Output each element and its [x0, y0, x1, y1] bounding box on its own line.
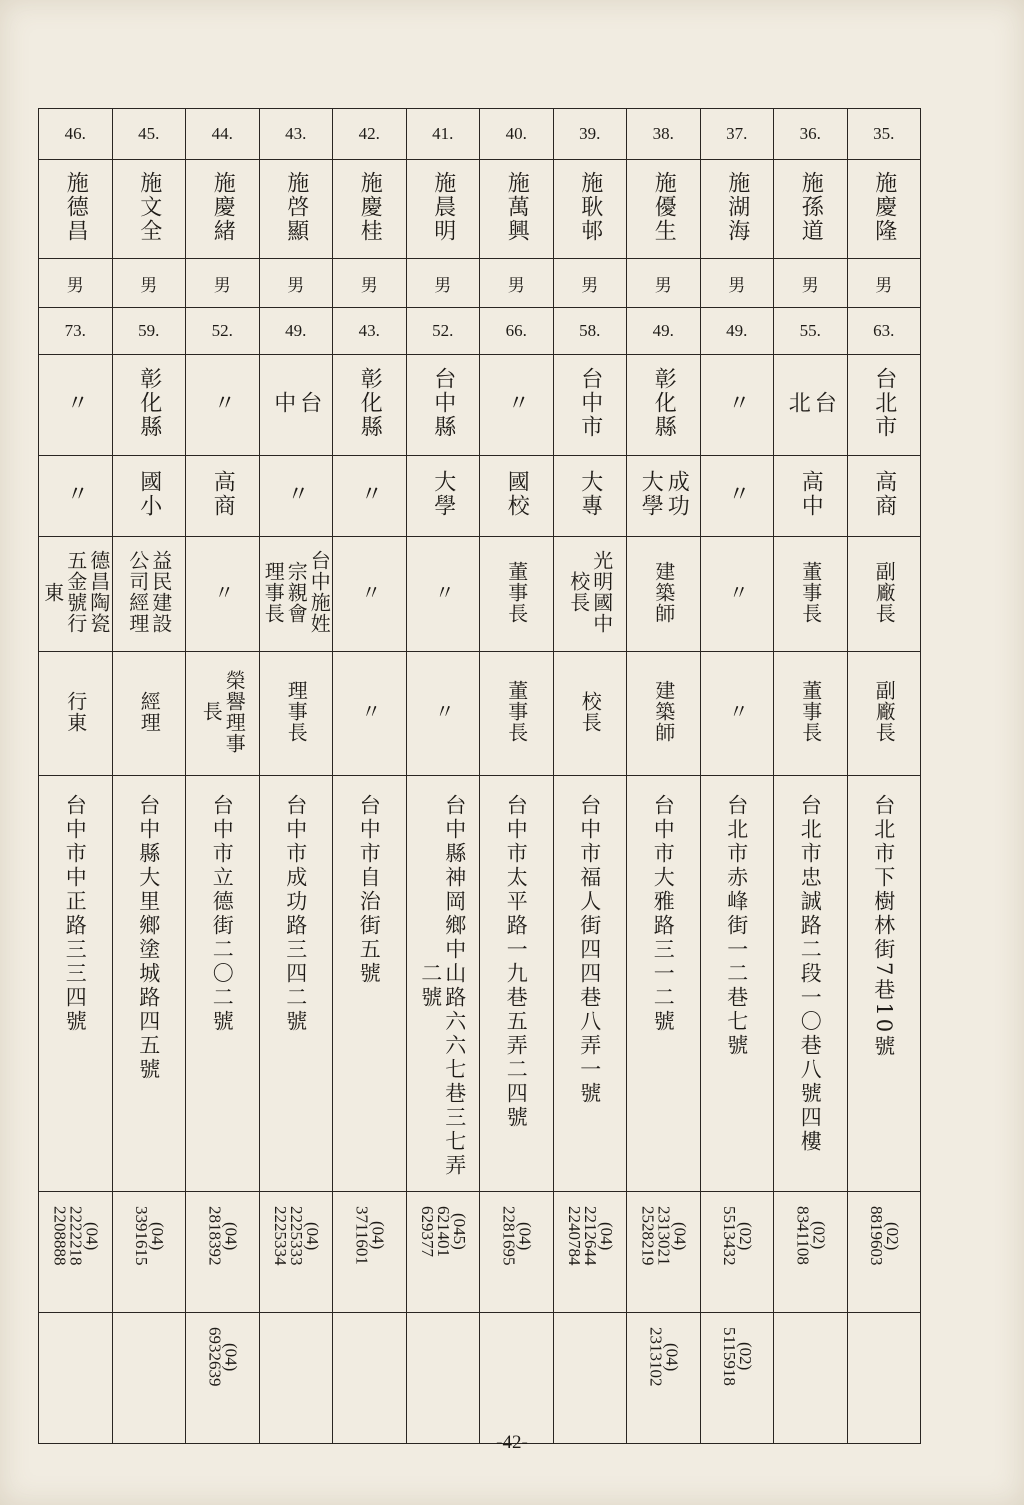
entry-phone: (04) 2281695 — [499, 1206, 535, 1266]
entry-education: 國小 — [136, 470, 162, 518]
table-cell — [627, 652, 701, 776]
entry-sex: 男 — [66, 275, 84, 295]
entry-position: 董事長 — [798, 680, 823, 743]
table-cell — [333, 456, 407, 537]
entry-position: 〃 — [357, 701, 382, 722]
table-cell — [480, 652, 554, 776]
entry-name: 施耿邨 — [577, 171, 603, 243]
entry-address: 台中市大雅路三一二號 — [651, 794, 676, 1034]
entry-age: 52. — [432, 321, 454, 340]
entry-native: 台 北 — [785, 391, 837, 415]
entry-phone: (04) 2818392 — [205, 1206, 241, 1266]
entry-education: 高中 — [798, 470, 824, 518]
entry-age: 52. — [211, 321, 233, 340]
entry-phone-alt: (02) 5115918 — [719, 1327, 755, 1386]
entry-address: 台中市成功路三四二號 — [283, 794, 308, 1034]
page-number: -42- — [496, 1432, 528, 1453]
entry-name: 施慶桂 — [357, 171, 383, 243]
entry-native: 〃 — [210, 391, 236, 415]
table-cell — [774, 109, 848, 160]
entry-experience: 董事長 — [798, 560, 823, 624]
entry-name: 施德昌 — [63, 171, 89, 243]
table-cell — [774, 355, 848, 456]
entry-sex: 男 — [287, 275, 305, 295]
entry-phone: (02) 8341108 — [793, 1206, 829, 1265]
table-cell — [112, 109, 186, 160]
entry-education: 〃 — [283, 482, 309, 506]
entry-age: 59. — [138, 321, 160, 340]
entry-education: 〃 — [63, 482, 89, 506]
table-cell — [627, 160, 701, 259]
table-cell — [112, 308, 186, 355]
table-cell — [847, 308, 921, 355]
entry-native: 彰化縣 — [136, 367, 162, 439]
table-cell — [39, 776, 113, 1192]
entry-sex: 男 — [654, 275, 672, 295]
entry-phone: (02) 8819603 — [866, 1206, 902, 1266]
table-cell — [553, 537, 627, 652]
entry-number: 39. — [579, 124, 601, 143]
table-cell — [700, 537, 774, 652]
table-cell — [847, 537, 921, 652]
table-cell — [700, 776, 774, 1192]
entry-native-row — [39, 355, 921, 456]
entry-phone: (04) 3391615 — [131, 1206, 167, 1266]
entry-experience: 〃 — [431, 581, 456, 603]
table-cell — [774, 1313, 848, 1444]
table-cell — [406, 456, 480, 537]
entry-age: 73. — [64, 321, 86, 340]
table-cell — [186, 456, 260, 537]
entry-number: 40. — [505, 124, 527, 143]
table-cell — [480, 776, 554, 1192]
entry-sex: 男 — [434, 275, 452, 295]
table-cell — [700, 355, 774, 456]
entry-address: 台中縣大里鄉塗城路四五號 — [136, 794, 161, 1082]
table-cell — [259, 308, 333, 355]
entry-education: 成功 大學 — [638, 470, 690, 518]
entry-phone: (04) 2212644 2240784 — [564, 1206, 616, 1266]
table-cell — [847, 652, 921, 776]
table-cell — [480, 109, 554, 160]
entry-age: 49. — [285, 321, 307, 340]
table-cell — [186, 259, 260, 308]
table-cell — [186, 355, 260, 456]
entry-age: 49. — [652, 321, 674, 340]
table-cell — [553, 259, 627, 308]
table-cell — [333, 652, 407, 776]
table-cell — [553, 355, 627, 456]
entry-sex: 男 — [213, 275, 231, 295]
entry-sex: 男 — [360, 275, 378, 295]
entry-number: 44. — [211, 124, 233, 143]
table-cell — [186, 776, 260, 1192]
table-cell — [774, 1192, 848, 1313]
table-cell — [112, 652, 186, 776]
entry-experience: 副廠長 — [872, 560, 897, 624]
entry-phone: (04) 2313021 2528219 — [638, 1206, 690, 1266]
entry-name: 施湖海 — [724, 171, 750, 243]
table-cell — [259, 537, 333, 652]
entry-native: 台北市 — [871, 367, 897, 439]
table-cell — [700, 109, 774, 160]
table-cell — [112, 537, 186, 652]
table-cell — [406, 1192, 480, 1313]
entry-phone: (02) 5513432 — [719, 1206, 755, 1266]
table-cell — [333, 160, 407, 259]
table-cell — [627, 109, 701, 160]
table-cell — [627, 259, 701, 308]
entry-address: 台北市忠誠路二段一〇巷八號四樓 — [798, 794, 823, 1154]
table-cell — [774, 456, 848, 537]
entry-name: 施慶隆 — [871, 171, 897, 243]
entry-position: 副廠長 — [872, 680, 897, 743]
table-cell — [847, 1313, 921, 1444]
entry-age: 49. — [726, 321, 748, 340]
table-cell — [480, 308, 554, 355]
table-cell — [553, 1192, 627, 1313]
table-cell — [186, 109, 260, 160]
entry-experience: 建築師 — [651, 560, 676, 624]
entry-position: 〃 — [431, 701, 456, 722]
entry-name: 施萬興 — [504, 171, 530, 243]
table-cell — [480, 160, 554, 259]
table-cell — [847, 776, 921, 1192]
table-cell — [39, 1313, 113, 1444]
table-cell — [39, 456, 113, 537]
entry-name-row — [39, 160, 921, 259]
table-cell — [406, 160, 480, 259]
entry-position-row — [39, 652, 921, 776]
entry-name: 施文全 — [136, 171, 162, 243]
table-cell — [186, 308, 260, 355]
entry-address: 台中市福人街四四巷八弄一號 — [577, 794, 602, 1106]
table-cell — [627, 537, 701, 652]
table-cell — [847, 1192, 921, 1313]
table-cell — [39, 160, 113, 259]
entry-sex-row — [39, 259, 921, 308]
entry-phone: (045) 621401 629377 — [417, 1206, 469, 1257]
table-cell — [553, 308, 627, 355]
entry-phone-row — [39, 1192, 921, 1313]
entry-number-row — [39, 109, 921, 160]
table-cell — [700, 259, 774, 308]
table-cell — [112, 259, 186, 308]
table-cell — [627, 776, 701, 1192]
table-cell — [406, 537, 480, 652]
entry-address: 台中市中正路三三四號 — [63, 794, 88, 1034]
table-cell — [553, 1313, 627, 1444]
table-cell — [406, 776, 480, 1192]
entry-sex: 男 — [581, 275, 599, 295]
table-cell — [700, 308, 774, 355]
entry-experience: 〃 — [210, 581, 235, 603]
table-cell — [480, 537, 554, 652]
table-cell — [112, 355, 186, 456]
entry-age: 55. — [799, 321, 821, 340]
entry-number: 45. — [138, 124, 160, 143]
entry-education: 國校 — [504, 470, 530, 518]
table-cell — [627, 1192, 701, 1313]
entry-number: 42. — [358, 124, 380, 143]
table-cell — [700, 1313, 774, 1444]
entry-native: 台 中 — [270, 391, 322, 415]
entry-native: 台中縣 — [430, 367, 456, 439]
table-cell — [406, 109, 480, 160]
entry-position: 榮譽理事 長 — [199, 669, 247, 754]
entry-number: 46. — [64, 124, 86, 143]
table-cell — [259, 1313, 333, 1444]
entry-phone: (04) 2225333 2225334 — [270, 1206, 322, 1266]
entry-sex: 男 — [801, 275, 819, 295]
entry-phone-alt-row — [39, 1313, 921, 1444]
table-cell — [627, 308, 701, 355]
entry-name: 施啓顯 — [283, 171, 309, 243]
entry-sex: 男 — [875, 275, 893, 295]
table-cell — [39, 308, 113, 355]
table-cell — [186, 160, 260, 259]
table-cell — [259, 652, 333, 776]
entry-native: 〃 — [63, 391, 89, 415]
table-cell — [39, 652, 113, 776]
table-cell — [259, 456, 333, 537]
entry-address: 台中市太平路一九巷五弄二四號 — [504, 794, 529, 1130]
table-cell — [847, 355, 921, 456]
entry-position: 經理 — [137, 690, 162, 733]
table-cell — [112, 1313, 186, 1444]
table-cell — [333, 308, 407, 355]
table-cell — [406, 308, 480, 355]
table-cell — [112, 1192, 186, 1313]
entry-age: 58. — [579, 321, 601, 340]
table-cell — [186, 537, 260, 652]
table-cell — [39, 109, 113, 160]
table-cell — [406, 355, 480, 456]
table-cell — [406, 652, 480, 776]
entry-experience: 董事長 — [504, 560, 529, 624]
entry-native: 彰化縣 — [651, 367, 677, 439]
table-cell — [480, 1313, 554, 1444]
table-cell — [553, 456, 627, 537]
entry-age-row — [39, 308, 921, 355]
table-cell — [774, 160, 848, 259]
entry-address: 台中縣神岡鄉中山路六六七巷三七弄 二號 — [418, 794, 467, 1178]
table-cell — [553, 776, 627, 1192]
table-cell — [333, 537, 407, 652]
entry-phone-alt: (04) 6932639 — [205, 1327, 241, 1387]
table-cell — [39, 355, 113, 456]
entry-experience: 台中施姓 宗親會 理事長 — [261, 550, 332, 634]
entry-age: 63. — [873, 321, 895, 340]
entry-education: 〃 — [357, 482, 383, 506]
entry-native: 〃 — [724, 391, 750, 415]
entry-experience: 〃 — [725, 581, 750, 603]
entry-native: 〃 — [504, 391, 530, 415]
table-cell — [112, 160, 186, 259]
entry-address: 台北市赤峰街一二巷七號 — [724, 794, 749, 1058]
entry-education: 高商 — [871, 470, 897, 518]
entry-position: 董事長 — [504, 680, 529, 743]
table-cell — [627, 355, 701, 456]
table-cell — [259, 776, 333, 1192]
entry-experience: 光明國中 校長 — [566, 550, 614, 634]
table-cell — [774, 259, 848, 308]
table-cell — [847, 160, 921, 259]
entry-sex: 男 — [728, 275, 746, 295]
entry-position: 行東 — [63, 690, 88, 733]
table-cell — [774, 652, 848, 776]
entry-experience: 德昌陶瓷 五金號行 東 — [40, 550, 111, 634]
entry-experience: 益民建設 公司經理 — [125, 550, 173, 634]
table-cell — [259, 160, 333, 259]
entry-number: 41. — [432, 124, 454, 143]
entry-address: 台中市立德街二〇二號 — [210, 794, 235, 1034]
table-cell — [480, 456, 554, 537]
entry-age: 43. — [358, 321, 380, 340]
entry-position: 〃 — [725, 701, 750, 722]
table-cell — [480, 1192, 554, 1313]
table-cell — [259, 259, 333, 308]
table-cell — [39, 259, 113, 308]
entry-number: 35. — [873, 124, 895, 143]
entry-age: 66. — [505, 321, 527, 340]
table-cell — [333, 1192, 407, 1313]
table-cell — [39, 537, 113, 652]
table-cell — [333, 259, 407, 308]
table-cell — [700, 652, 774, 776]
entry-native: 彰化縣 — [357, 367, 383, 439]
entry-education-row — [39, 456, 921, 537]
entry-sex: 男 — [507, 275, 525, 295]
table-cell — [259, 1192, 333, 1313]
table-cell — [847, 456, 921, 537]
table-cell — [700, 160, 774, 259]
table-cell — [700, 456, 774, 537]
entry-phone-alt: (04) 2313102 — [646, 1327, 682, 1387]
table-cell — [627, 456, 701, 537]
entry-name: 施孫道 — [798, 171, 824, 243]
table-cell — [406, 259, 480, 308]
table-cell — [774, 776, 848, 1192]
table-cell — [333, 355, 407, 456]
table-cell — [480, 355, 554, 456]
table-cell — [186, 1192, 260, 1313]
table-cell — [333, 1313, 407, 1444]
entry-phone: (04) 2222218 2208888 — [50, 1206, 102, 1266]
table-cell — [112, 456, 186, 537]
roster-table — [38, 108, 921, 1444]
entry-name: 施優生 — [651, 171, 677, 243]
table-cell — [39, 1192, 113, 1313]
entry-experience-row — [39, 537, 921, 652]
table-cell — [480, 259, 554, 308]
entry-education: 大專 — [577, 470, 603, 518]
entry-education: 〃 — [724, 482, 750, 506]
entry-name: 施慶緒 — [210, 171, 236, 243]
table-cell — [333, 109, 407, 160]
entry-address: 台北市下樹林街7巷10號 — [871, 794, 896, 1060]
entry-position: 理事長 — [284, 680, 309, 743]
entry-address: 台中市自治街五號 — [357, 794, 382, 986]
table-cell — [774, 537, 848, 652]
entry-number: 36. — [799, 124, 821, 143]
entry-phone: (04) 3711601 — [352, 1206, 388, 1265]
entry-experience: 〃 — [357, 581, 382, 603]
table-cell — [627, 1313, 701, 1444]
table-cell — [259, 355, 333, 456]
entry-sex: 男 — [140, 275, 158, 295]
table-cell — [700, 1192, 774, 1313]
table-cell — [186, 1313, 260, 1444]
entry-native: 台中市 — [577, 367, 603, 439]
entry-address-row — [39, 776, 921, 1192]
entry-number: 38. — [652, 124, 674, 143]
entry-position: 校長 — [578, 690, 603, 733]
table-cell — [333, 776, 407, 1192]
entry-education: 高商 — [210, 470, 236, 518]
entry-name: 施晨明 — [430, 171, 456, 243]
table-cell — [112, 776, 186, 1192]
entry-education: 大學 — [430, 470, 456, 518]
table-cell — [553, 109, 627, 160]
table-cell — [553, 652, 627, 776]
table-cell — [259, 109, 333, 160]
entry-number: 43. — [285, 124, 307, 143]
entry-position: 建築師 — [651, 680, 676, 743]
entry-number: 37. — [726, 124, 748, 143]
table-cell — [553, 160, 627, 259]
table-cell — [847, 259, 921, 308]
table-cell — [774, 308, 848, 355]
table-cell — [186, 652, 260, 776]
table-cell — [406, 1313, 480, 1444]
table-cell — [847, 109, 921, 160]
